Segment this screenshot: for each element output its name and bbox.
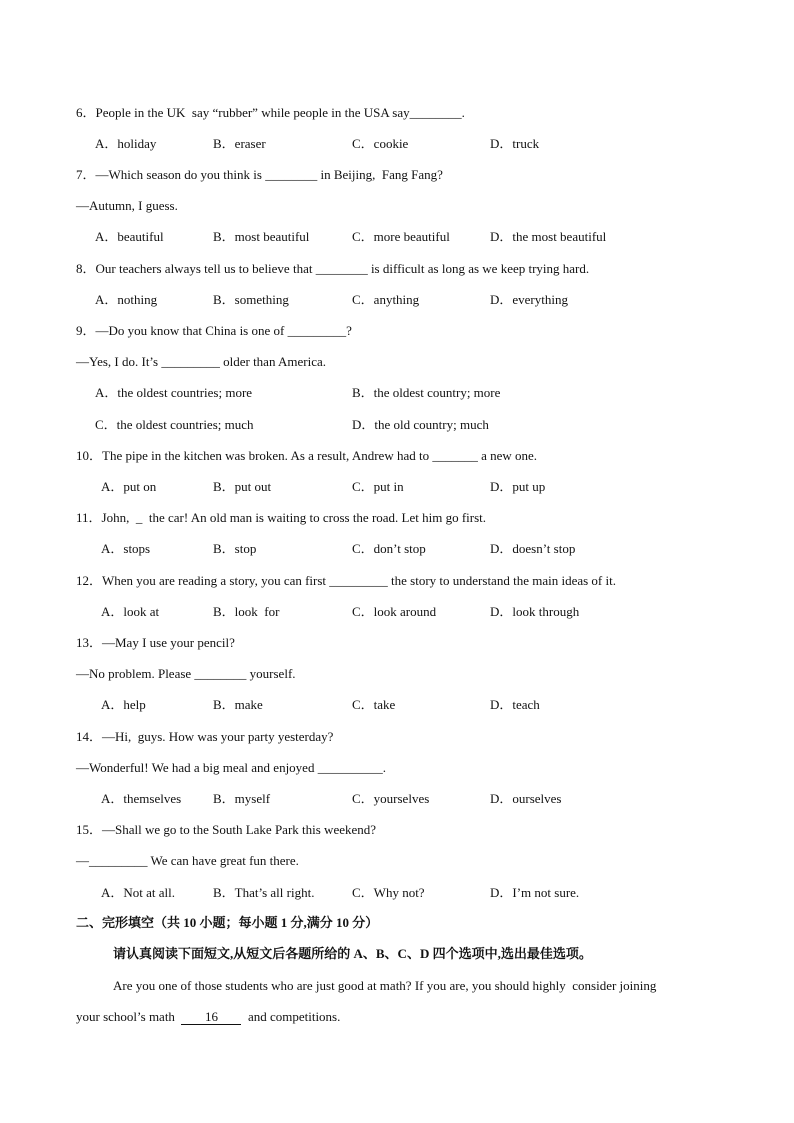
question-14-option-c: C．yourselves (352, 791, 430, 806)
question-13-option-a: A．help (101, 697, 146, 712)
question-15-option-d: D．I’m not sure. (490, 885, 580, 900)
question-8-option-a: A．nothing (95, 292, 158, 307)
section-heading: 二、完形填空（共 10 小题；每小题 1 分,满分 10 分） (76, 915, 379, 930)
question-7-option-b: B．most beautiful (213, 229, 310, 244)
question-13-option-c: C．take (352, 697, 396, 712)
question-8-option-b: B．something (213, 292, 289, 307)
question-10-stem: 10．The pipe in the kitchen was broken. As a result, Andrew had to _______ a new one. (76, 448, 538, 463)
question-12-option-b: B．look for (213, 604, 280, 619)
question-8-option-d: D．everything (490, 292, 568, 307)
question-12-option-c: C．look around (352, 604, 437, 619)
question-15-reply: —_________ We can have great fun there. (76, 853, 299, 868)
question-9-stem: 9．—Do you know that China is one of _________? (76, 323, 352, 338)
question-14-reply: —Wonderful! We had a big meal and enjoyed __________. (76, 760, 386, 775)
question-10-option-c: C．put in (352, 479, 404, 494)
question-12-option-d: D．look through (490, 604, 580, 619)
question-11-option-d: D．doesn’t stop (490, 541, 576, 556)
question-11-option-a: A．stops (101, 541, 151, 556)
question-14-option-b: B．myself (213, 791, 271, 806)
question-7-option-d: D．the most beautiful (490, 229, 607, 244)
question-15-option-a: A．Not at all. (101, 885, 176, 900)
question-6-option-d: D．truck (490, 136, 540, 151)
question-11-option-b: B．stop (213, 541, 257, 556)
question-9-option-b: B．the oldest country; more (352, 385, 501, 400)
question-12-option-a: A．look at (101, 604, 160, 619)
question-11-stem: 11．John, _ the car! An old man is waiting to cross the road. Let him go first. (76, 510, 487, 525)
passage-line-1: Are you one of those students who are just good at math? If you are, you should highly consider joining (113, 978, 657, 993)
passage-line-2 (76, 1009, 340, 1025)
question-12-stem: 12．When you are reading a story, you can first _________ the story to understand the main ideas of it. (76, 573, 616, 588)
question-9-option-c: C．the oldest countries; much (95, 417, 254, 432)
question-7-option-a: A．beautiful (95, 229, 164, 244)
question-14-option-d: D．ourselves (490, 791, 562, 806)
question-6-option-b: B．eraser (213, 136, 266, 151)
question-10-option-d: D．put up (490, 479, 546, 494)
question-7-stem: 7．—Which season do you think is ________ in Beijing, Fang Fang? (76, 167, 443, 182)
blank-16: 16 (181, 1010, 241, 1025)
question-15-option-b: B．That’s all right. (213, 885, 315, 900)
question-6-option-c: C．cookie (352, 136, 409, 151)
question-13-reply: —No problem. Please ________ yourself. (76, 666, 296, 681)
question-6-option-a: A．holiday (95, 136, 157, 151)
question-10-option-b: B．put out (213, 479, 272, 494)
question-11-option-c: C．don’t stop (352, 541, 426, 556)
question-9-option-d: D．the old country; much (352, 417, 489, 432)
question-8-option-c: C．anything (352, 292, 420, 307)
question-6-stem: 6．People in the UK say “rubber” while people in the USA say________. (76, 105, 465, 120)
question-14-stem: 14．—Hi, guys. How was your party yesterday? (76, 729, 334, 744)
question-7-reply: —Autumn, I guess. (76, 198, 178, 213)
question-15-option-c: C．Why not? (352, 885, 425, 900)
question-9-option-a: A．the oldest countries; more (95, 385, 253, 400)
question-13-option-d: D．teach (490, 697, 540, 712)
passage-text-before: your school’s math (76, 1009, 182, 1024)
question-15-stem: 15．—Shall we go to the South Lake Park this weekend? (76, 822, 377, 837)
question-13-stem: 13．—May I use your pencil? (76, 635, 235, 650)
question-10-option-a: A．put on (101, 479, 157, 494)
question-7-option-c: C．more beautiful (352, 229, 450, 244)
passage-text-after: and competitions. (241, 1009, 341, 1024)
question-14-option-a: A．themselves (101, 791, 182, 806)
question-9-reply: —Yes, I do. It’s _________ older than America. (76, 354, 326, 369)
section-instruction: 请认真阅读下面短文,从短文后各题所给的 A、B、C、D 四个选项中,选出最佳选项。 (113, 946, 592, 961)
question-13-option-b: B．make (213, 697, 263, 712)
question-8-stem: 8．Our teachers always tell us to believe that ________ is difficult as long as we keep trying hard. (76, 261, 590, 276)
